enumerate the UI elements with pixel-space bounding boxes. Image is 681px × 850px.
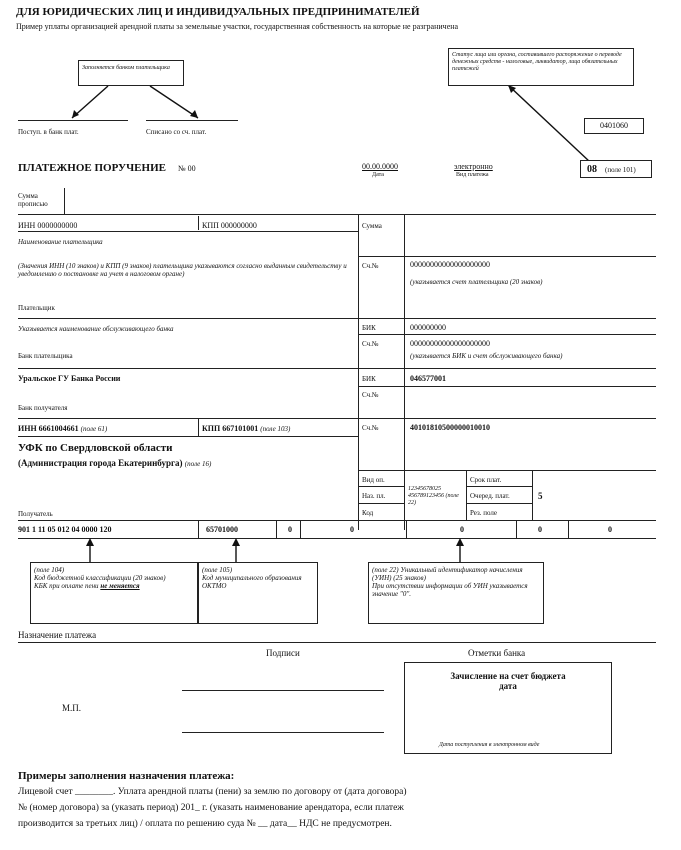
examples-line-1: Лицевой счет ________. Уплата арендной платы (пени) за землю по договору от (дата договора) [18,787,407,797]
divider [18,318,656,319]
payer-kpp: КПП 000000000 [202,221,257,230]
bank-stamp-box [404,662,612,754]
oktmo-field: (поле 105) [202,566,233,574]
payer-bank-acc-label: Сч.№ [362,340,379,348]
recipient-label: Получатель [18,510,53,518]
bank-stamp-line1: Зачисление на счет бюджета [450,671,566,681]
kbk-value: 901 1 11 05 012 04 0000 120 [18,525,112,534]
payer-bank-note: Указывается наименование обслуживающего банка [18,325,174,333]
form-code: 0401060 [584,118,644,134]
recipient-name-line2: (Администрация города Екатеринбурга) [18,458,183,468]
recipient-acc: 40101810500000010010 [410,423,490,432]
divider [198,216,199,230]
order-date: 00.00.0000 [362,162,398,171]
callout-arrow-right [150,86,198,118]
recipient-kpp-field: (поле 103) [260,425,291,433]
examples-line-2: № (номер договора) за (указать период) 201_ г. (указать наименование арендатора, если платеж [18,803,404,813]
divider [18,642,656,643]
kbk-field: (поле 104) [34,566,65,574]
payment-type: электронно [454,162,493,171]
payer-label: Плательщик [18,304,55,312]
order-title: ПЛАТЕЖНОЕ ПОРУЧЕНИЕ [18,162,166,174]
sum-words-label: Сумма прописью [18,192,48,208]
signatures-label: Подписи [266,648,300,658]
payment-type-label: Вид платежа [456,172,489,178]
recipient-name-line2-wrap [18,458,211,468]
divider [466,470,467,520]
payer-bank-acc: 00000000000000000000 [410,339,490,348]
divider [466,503,532,504]
arrowhead [456,538,464,546]
order-date-label: Дата [372,172,384,178]
divider [18,436,358,437]
received-label: Поступ. в банк плат. [18,128,79,136]
divider [358,503,404,504]
kbk-note-bold: не меняется [100,582,140,590]
divider [18,214,656,215]
divider [358,486,404,487]
code-cell-5: 0 [608,525,612,534]
recipient-bik-label: БИК [362,375,376,383]
recipient-kpp [202,424,290,433]
recipient-bank-name: Уральское ГУ Банка России [18,374,121,383]
recipient-inn-field: (поле 61) [80,425,108,433]
callout-arrow-left [72,86,108,118]
arrowhead [72,110,79,118]
oktmo-note-box [198,562,318,624]
examples-line-3: производится за третьих лиц) / оплата по решению суда № __ дата__ НДС не предусмотрен. [18,819,392,829]
code-label: Код [362,509,374,517]
page-title: ДЛЯ ЮРИДИЧЕСКИХ ЛИЦ И ИНДИВИДУАЛЬНЫХ ПРЕДПРИНИМАТЕЛЕЙ [16,6,420,18]
payer-bik: 000000000 [410,323,446,332]
sum-label: Сумма [362,222,382,230]
uin-note: При отсутствии информации об УИН указывается значение "0". [372,582,528,598]
arrowhead [232,538,240,546]
divider [18,231,358,232]
recipient-inn [18,424,107,433]
divider [358,470,656,471]
payer-account-note: (указывается счет плательщика (20 знаков) [410,278,543,286]
recipient-bik: 046577001 [410,374,446,383]
divider [358,334,656,335]
kbk-note-box [30,562,198,624]
payer-bank-acc-note: (указывается БИК и счет обслуживающего банка) [410,352,563,360]
payer-account: 00000000000000000000 [410,260,490,269]
received-line [18,120,128,121]
bank-stamp-bottom: Дата поступления в электронном виде [439,742,540,748]
bank-callout: Заполняется банком плательщика [78,60,184,86]
divider [64,188,65,214]
status-field: (поле 101) [605,166,636,174]
uin-field: (поле 22) Уникальный идентификатор начисления (УИН) (25 знаков) [372,566,523,582]
recipient-bank-acc-label: Сч.№ [362,391,379,399]
divider [358,386,656,387]
status-code: 08 [587,164,597,175]
recipient-name-line1: УФК по Свердловской области [18,442,173,454]
signature-line-1 [182,690,384,691]
divider [18,418,656,419]
uin-mid-note: 12345678025 456789123456 (поле 22) [408,486,459,506]
bank-stamp-line2: дата [499,681,517,691]
kbk-title: Код бюджетной классификации (20 знаков) [34,574,166,582]
divider [358,256,656,257]
stamp-label: М.П. [62,703,82,713]
signature-line-2 [182,732,384,733]
divider [404,214,405,530]
oktmo-value: 65701000 [206,525,238,534]
term-label: Срок плат. [470,476,502,484]
divider [18,520,656,521]
debited-line [146,120,238,121]
op-type-label: Вид оп. [362,476,385,484]
page-subtitle: Пример уплаты организацией арендной платы за земельные участки, государственная собственность на которые не разграничена [16,22,459,31]
divider [532,470,533,520]
uin-note-box [368,562,544,624]
payer-bik-label: БИК [362,324,376,332]
oktmo-title: Код муниципального образования ОКТМО [202,574,302,590]
examples-title: Примеры заполнения назначения платежа: [18,770,235,782]
status-callout: Статус лица или органа, составившего распоряжение о переводе денежных средств - налоговые, ликвидатор, лица обязательных платежей [448,48,634,86]
recipient-kpp-value: КПП 667101001 [202,424,259,433]
kbk-note-text: КБК при оплате пени [34,582,99,590]
recipient-name-field: (поле 16) [184,460,212,468]
queue-value: 5 [538,491,543,501]
divider [198,418,199,436]
debited-label: Списано со сч. плат. [146,128,207,136]
payer-acc-label: Сч.№ [362,262,379,270]
code-cell-4: 0 [538,525,542,534]
code-cell-1: 0 [288,525,292,534]
status-arrow [508,85,590,162]
divider [358,214,359,530]
payer-bank-label: Банк плательщика [18,352,73,360]
purpose-label: Назначение платежа [18,630,97,640]
order-number: № 00 [178,164,196,173]
recipient-acc-label: Сч.№ [362,424,379,432]
purpose-code-label: Наз. пл. [362,492,386,500]
recipient-inn-value: ИНН 6661004661 [18,424,79,433]
reserve-label: Рез. поле [470,509,498,517]
status-box [580,160,652,178]
payer-note: (Значения ИНН (10 знаков) и КПП (9 знаков) плательщика указываются согласно выданным свидетельству и уведомлению о постановке на учет в налоговом органе) [18,262,347,278]
recipient-bank-label: Банк получателя [18,404,68,412]
payer-name-label: Наименование плательщика [18,238,103,246]
payer-inn: ИНН 0000000000 [18,221,78,230]
divider [18,368,656,369]
bank-marks-label: Отметки банка [468,648,526,658]
arrowhead [86,538,94,546]
code-cell-2: 0 [350,525,354,534]
queue-label: Очеред. плат. [470,492,510,500]
kbk-note [34,582,194,590]
code-cell-3: 0 [460,525,464,534]
divider [466,486,532,487]
